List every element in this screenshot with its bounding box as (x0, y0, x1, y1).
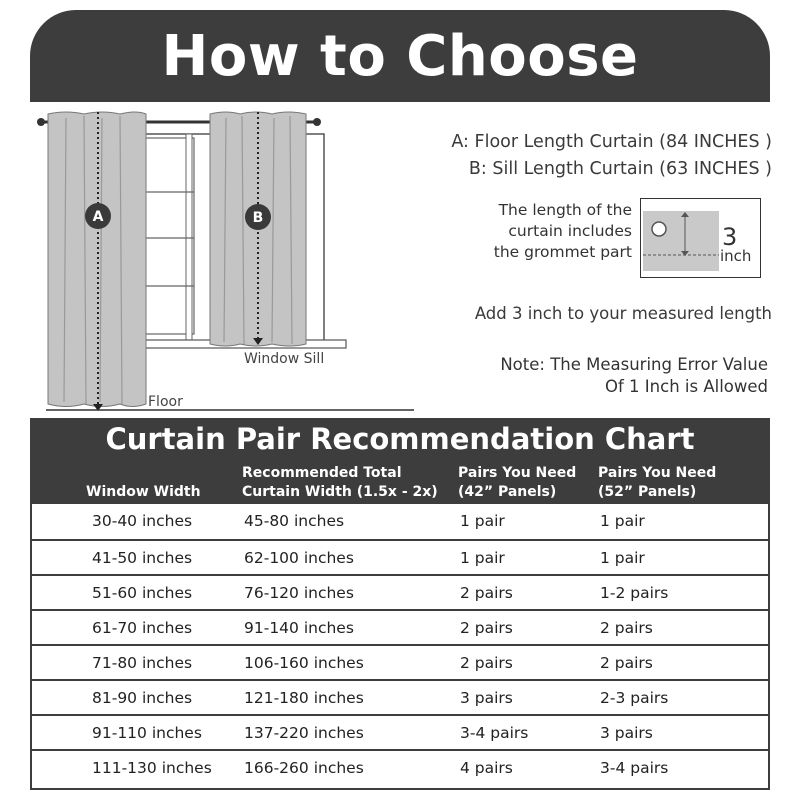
table-cell: 3-4 pairs (460, 724, 529, 742)
table-cell: 62-100 inches (244, 549, 354, 567)
add-length-note: Add 3 inch to your measured length (474, 304, 772, 323)
table-cell: 166-260 inches (244, 759, 364, 777)
curtain-illustration (36, 104, 426, 416)
grommet-note-line: The length of the (498, 201, 632, 219)
table-title: Curtain Pair Recommendation Chart (105, 422, 695, 456)
table-cell: 91-110 inches (92, 724, 202, 742)
curtain-a (48, 112, 146, 411)
table-cell: 41-50 inches (92, 549, 193, 567)
col-header-line: Recommended Total (242, 465, 402, 481)
table-header (32, 420, 768, 504)
table-cell: 2 pairs (460, 584, 513, 602)
curtain-b (210, 112, 306, 346)
table-cell: 1 pair (460, 512, 505, 530)
col-header-52-panels (598, 464, 716, 502)
col-header-window-width (86, 483, 201, 502)
table-cell: 2 pairs (600, 619, 653, 637)
table-cell: 30-40 inches (92, 512, 193, 530)
grommet-note-line: the grommet part (493, 243, 632, 261)
table-cell: 121-180 inches (244, 689, 364, 707)
error-note-line: Of 1 Inch is Allowed (605, 377, 768, 396)
header-banner (30, 10, 770, 102)
grommet-unit: inch (720, 247, 752, 265)
floor-length-info: A: Floor Length Curtain (84 INCHES ) (451, 132, 772, 152)
table-cell: 51-60 inches (92, 584, 193, 602)
table-cell: 2 pairs (460, 654, 513, 672)
col-header-line: Pairs You Need (598, 465, 717, 481)
table-cell: 137-220 inches (244, 724, 364, 742)
marker-b: B (252, 210, 264, 226)
table-cell: 2 pairs (600, 654, 653, 672)
table-cell: 111-130 inches (92, 759, 212, 777)
table-row (32, 714, 768, 749)
table-cell: 2-3 pairs (600, 689, 669, 707)
table-cell: 81-90 inches (92, 689, 193, 707)
table-row (32, 679, 768, 714)
table-row (32, 504, 768, 539)
col-header-line: (52” Panels) (598, 484, 697, 500)
table-cell: 4 pairs (460, 759, 513, 777)
error-note-line: Note: The Measuring Error Value (500, 355, 768, 374)
recommendation-table (30, 418, 770, 790)
table-cell: 106-160 inches (244, 654, 364, 672)
floor-label: Floor (148, 394, 183, 410)
window-sill-label: Window Sill (244, 351, 325, 367)
col-header-line: Window Width (86, 484, 201, 500)
col-header-curtain-width (242, 464, 438, 502)
col-header-line: (42” Panels) (458, 484, 557, 500)
table-cell: 45-80 inches (244, 512, 345, 530)
marker-a: A (92, 209, 104, 225)
grommet-note-line: curtain includes (508, 222, 632, 240)
error-note (500, 354, 768, 398)
table-row (32, 609, 768, 644)
grommet-value: 3 (722, 223, 738, 251)
table-row (32, 644, 768, 679)
table-row (32, 539, 768, 574)
grommet-note (494, 200, 632, 263)
table-cell: 2 pairs (460, 619, 513, 637)
table-cell: 61-70 inches (92, 619, 193, 637)
grommet-diagram (640, 198, 761, 278)
page-title: How to Choose (161, 23, 639, 89)
table-cell: 1-2 pairs (600, 584, 669, 602)
table-row (32, 749, 768, 784)
table-cell: 1 pair (600, 549, 645, 567)
sill-length-info: B: Sill Length Curtain (63 INCHES ) (468, 159, 772, 179)
col-header-line: Pairs You Need (458, 465, 577, 481)
table-cell: 1 pair (600, 512, 645, 530)
table-cell: 76-120 inches (244, 584, 354, 602)
table-cell: 3-4 pairs (600, 759, 669, 777)
col-header-line: Curtain Width (1.5x - 2x) (242, 484, 438, 500)
table-cell: 91-140 inches (244, 619, 354, 637)
table-cell: 1 pair (460, 549, 505, 567)
table-cell: 3 pairs (600, 724, 653, 742)
table-cell: 3 pairs (460, 689, 513, 707)
table-row (32, 574, 768, 609)
table-cell: 71-80 inches (92, 654, 193, 672)
col-header-42-panels (458, 464, 576, 502)
